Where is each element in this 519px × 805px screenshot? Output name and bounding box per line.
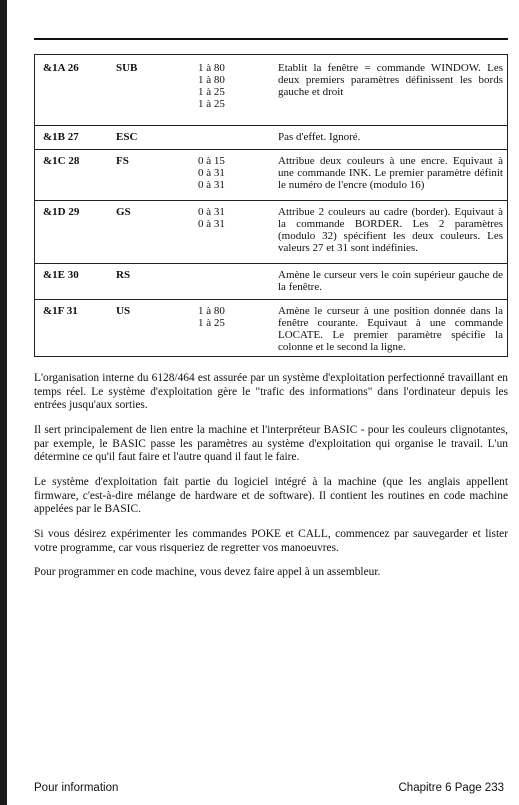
- code-name: ESC: [116, 131, 138, 143]
- paragraph: Si vous désirez expérimenter les commandes POKE et CALL, commencez par sauvegarder et lister votre programme, car vous risqueriez de regretter vos manoeuvres.: [34, 528, 508, 554]
- footer-section-label: Pour information: [34, 782, 119, 794]
- parameter-ranges: [198, 155, 268, 191]
- code-description: Attribue deux couleurs à une encre. Equivaut à une commande INK. Le premier paramètre définit le numéro de l'encre (modulo 16): [278, 155, 503, 191]
- range-value: 0 à 31: [198, 206, 225, 218]
- table-row: [35, 263, 507, 300]
- code-name: RS: [116, 269, 131, 281]
- footer-page-number: Chapitre 6 Page 233: [398, 782, 504, 794]
- range-value: 0 à 31: [198, 167, 225, 179]
- range-value: 0 à 31: [198, 218, 225, 230]
- code-description: Attribue 2 couleurs au cadre (border). Equivaut à la commande BORDER. Les 2 paramètres (modulo 32) spécifient les deux couleurs. Les valeurs 27 et 31 sont indéfinies.: [278, 206, 503, 254]
- binding-edge: [0, 0, 7, 805]
- range-value: 1 à 25: [198, 317, 225, 329]
- code-name: US: [116, 305, 131, 317]
- parameter-ranges: [198, 62, 268, 110]
- code-name: SUB: [116, 62, 138, 74]
- range-value: 1 à 80: [198, 74, 225, 86]
- code-hex: &1E 30: [43, 269, 79, 281]
- code-name: FS: [116, 155, 129, 167]
- control-codes-table: [34, 54, 508, 357]
- code-description: Pas d'effet. Ignoré.: [278, 131, 361, 143]
- parameter-ranges: [198, 206, 268, 230]
- parameter-ranges: [198, 305, 268, 329]
- table-row: [35, 299, 507, 356]
- range-value: 1 à 25: [198, 86, 225, 98]
- code-hex: &1C 28: [43, 155, 80, 167]
- code-description: Amène le curseur à une position donnée dans la fenêtre courante. Equivaut à une commande LOCATE. Le premier paramètre spécifie la colonne et le second la ligne.: [278, 305, 503, 353]
- table-row: [35, 55, 507, 126]
- paragraph: Pour programmer en code machine, vous devez faire appel à un assembleur.: [34, 566, 381, 578]
- paragraph: Le système d'exploitation fait partie du logiciel intégré à la machine (que les anglais appellent firmware, c'est-à-dire mélange de hardware et de software). Il contient les routines en code machine appelées par le BASIC.: [34, 476, 508, 515]
- paragraph: L'organisation interne du 6128/464 est assurée par un système d'exploitation perfectionné travaillant en temps réel. Le système d'exploitation gère le "trafic des informations" dans l'ordinateur depuis les entrées jusqu'aux sorties.: [34, 372, 508, 411]
- code-description: Etablit la fenêtre = commande WINDOW. Les deux premiers paramètres définissent les bords gauche et droit: [278, 62, 503, 98]
- code-hex: &1D 29: [43, 206, 80, 218]
- table-row: [35, 125, 507, 150]
- range-value: 0 à 31: [198, 179, 225, 191]
- code-name: GS: [116, 206, 131, 218]
- code-description: Amène le curseur vers le coin supérieur gauche de la fenêtre.: [278, 269, 503, 293]
- range-value: 1 à 80: [198, 305, 225, 317]
- header-rule: [34, 38, 508, 40]
- range-value: 0 à 15: [198, 155, 225, 167]
- table-row: [35, 149, 507, 201]
- code-hex: &1F 31: [43, 305, 78, 317]
- range-value: 1 à 80: [198, 62, 225, 74]
- paragraph: Il sert principalement de lien entre la machine et l'interpréteur BASIC - pour les couleurs clignotantes, par exemple, le BASIC passe les paramètres au système d'exploitation qui organise le travail. L'un détermine ce qu'il faut faire et l'autre quand il faut le faire.: [34, 424, 508, 463]
- code-hex: &1B 27: [43, 131, 79, 143]
- table-row: [35, 200, 507, 264]
- range-value: 1 à 25: [198, 98, 225, 110]
- code-hex: &1A 26: [43, 62, 79, 74]
